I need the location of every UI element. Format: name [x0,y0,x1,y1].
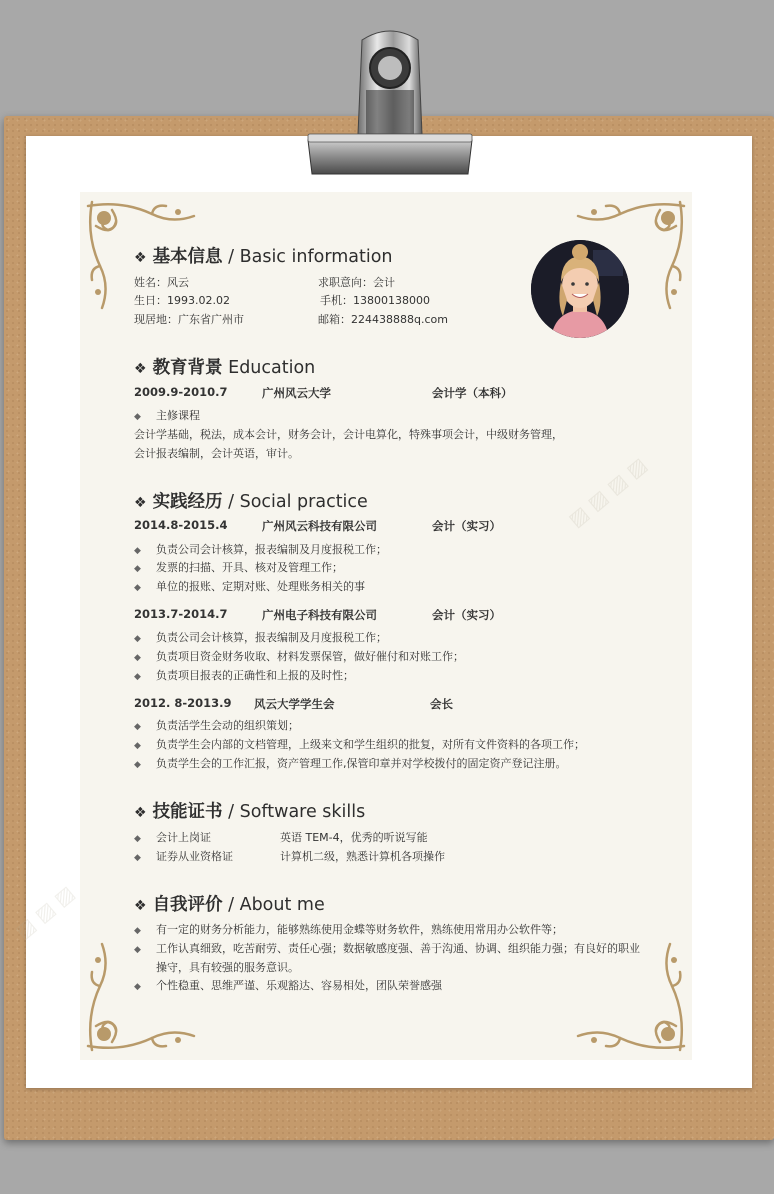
section-title-en: Education [228,358,316,378]
education-date: 2009.9-2010.7 [134,385,228,399]
diamond-bullet-icon: ◆ [134,653,141,663]
job-org: 广州电子科技有限公司 [262,608,377,622]
diamond-cross-icon: ❖ [134,898,147,914]
section-title-cn: 基本信息 [152,247,223,267]
job-duty: 负责公司会计核算，报表编制及月度报税工作； [156,543,387,556]
list-item [134,648,464,664]
section-title-education [134,354,315,379]
about-continuation: 操守，具有较强的服务意识。 [156,961,299,974]
list-item [134,940,640,956]
list-item [134,629,387,645]
job-duty: 单位的报账、定期对账、处理账务相关的事 [156,580,365,593]
education-school: 广州风云大学 [262,386,331,400]
education-major: 会计学（本科） [432,386,513,400]
section-title-en: / Basic information [228,247,393,267]
diamond-bullet-icon: ◆ [134,564,141,574]
course-line: 会计报表编制，会计英语，审计。 [134,447,299,460]
list-item [134,578,365,594]
job-duty: 发票的扫描、开具、核对及管理工作； [156,561,343,574]
diamond-bullet-icon: ◆ [134,982,141,992]
skill-detail: 计算机二级，熟悉计算机各项操作 [280,850,445,863]
job-org: 风云大学学生会 [254,697,335,711]
name-field: 姓名：风云 [134,276,189,289]
job-duty: 负责学生会内部的文档管理，上级来文和学生组织的批复，对所有文件资料的各项工作； [156,738,585,751]
section-title-skills [134,798,365,823]
location-field: 现居地：广东省广州市 [134,313,244,326]
diamond-bullet-icon: ◆ [134,926,141,936]
section-title-cn: 实践经历 [152,492,223,512]
list-item [134,977,442,993]
skill-cert: 证券从业资格证 [156,850,233,863]
watermark: ▨ ▨ ▨ [10,880,80,944]
diamond-bullet-icon: ◆ [134,945,141,955]
list-item [134,559,343,575]
section-title-cn: 自我评价 [152,895,223,915]
avatar-photo [531,240,629,338]
job-role: 会计（实习） [432,519,501,533]
diamond-cross-icon: ❖ [134,250,147,266]
section-title-cn: 教育背景 [152,358,223,378]
job-date: 2012. 8-2013.9 [134,696,232,710]
phone-field: 手机：13800138000 [320,294,430,307]
diamond-bullet-icon: ◆ [134,583,141,593]
skill-cert: 会计上岗证 [156,831,211,844]
list-item [134,407,200,423]
diamond-cross-icon: ❖ [134,805,147,821]
diamond-bullet-icon: ◆ [134,741,141,751]
list-item [134,848,445,864]
diamond-bullet-icon: ◆ [134,834,141,844]
job-intent-field: 求职意向：会计 [318,276,395,289]
diamond-cross-icon: ❖ [134,495,147,511]
watermark: ▨ ▨ ▨ ▨ [563,452,652,532]
about-text: 有一定的财务分析能力，能够熟练使用金蝶等财务软件，熟练使用常用办公软件等； [156,923,563,936]
avatar [531,240,629,338]
section-title-basic [134,243,393,268]
job-duty: 负责活学生会动的组织策划； [156,719,299,732]
section-title-en: / Social practice [228,492,368,512]
diamond-bullet-icon: ◆ [134,722,141,732]
job-role: 会长 [430,697,453,711]
job-role: 会计（实习） [432,608,501,622]
list-item [134,755,567,771]
list-item [134,921,563,937]
skill-detail: 英语 TEM-4，优秀的听说写能 [280,831,428,844]
list-item [134,717,299,733]
section-title-en: / Software skills [228,802,366,822]
job-org: 广州风云科技有限公司 [262,519,377,533]
job-date: 2014.8-2015.4 [134,518,228,532]
section-title-en: / About me [228,895,325,915]
diamond-bullet-icon: ◆ [134,760,141,770]
about-text: 工作认真细致，吃苦耐劳、责任心强；数据敏感度强、善于沟通、协调、组织能力强；有良好的职业 [156,942,640,955]
binder-clip-icon [300,24,480,184]
diamond-bullet-icon: ◆ [134,634,141,644]
diamond-bullet-icon: ◆ [134,672,141,682]
diamond-bullet-icon: ◆ [134,546,141,556]
section-title-cn: 技能证书 [152,802,223,822]
job-duty: 负责项目报表的正确性和上报的及时性； [156,669,354,682]
section-title-practice [134,488,368,513]
list-item [134,829,428,845]
list-item [134,667,354,683]
section-title-about [134,891,325,916]
birthday-field: 生日：1993.02.02 [134,294,230,307]
list-item [134,736,585,752]
list-item [134,541,387,557]
diamond-cross-icon: ❖ [134,361,147,377]
job-duty: 负责公司会计核算，报表编制及月度报税工作； [156,631,387,644]
diamond-bullet-icon: ◆ [134,853,141,863]
email-field: 邮箱：224438888q.com [318,313,448,326]
diamond-bullet-icon: ◆ [134,412,141,422]
course-label: 主修课程 [156,409,200,422]
job-date: 2013.7-2014.7 [134,607,228,621]
job-duty: 负责学生会的工作汇报，资产管理工作,保管印章并对学校拨付的固定资产登记注册。 [156,757,567,770]
course-line: 会计学基础，税法，成本会计，财务会计，会计电算化，特殊事项会计，中级财务管理， [134,428,563,441]
about-text: 个性稳重、思维严谨、乐观豁达、容易相处，团队荣誉感强 [156,979,442,992]
job-duty: 负责项目资金财务收取、材料发票保管，做好催付和对账工作； [156,650,464,663]
